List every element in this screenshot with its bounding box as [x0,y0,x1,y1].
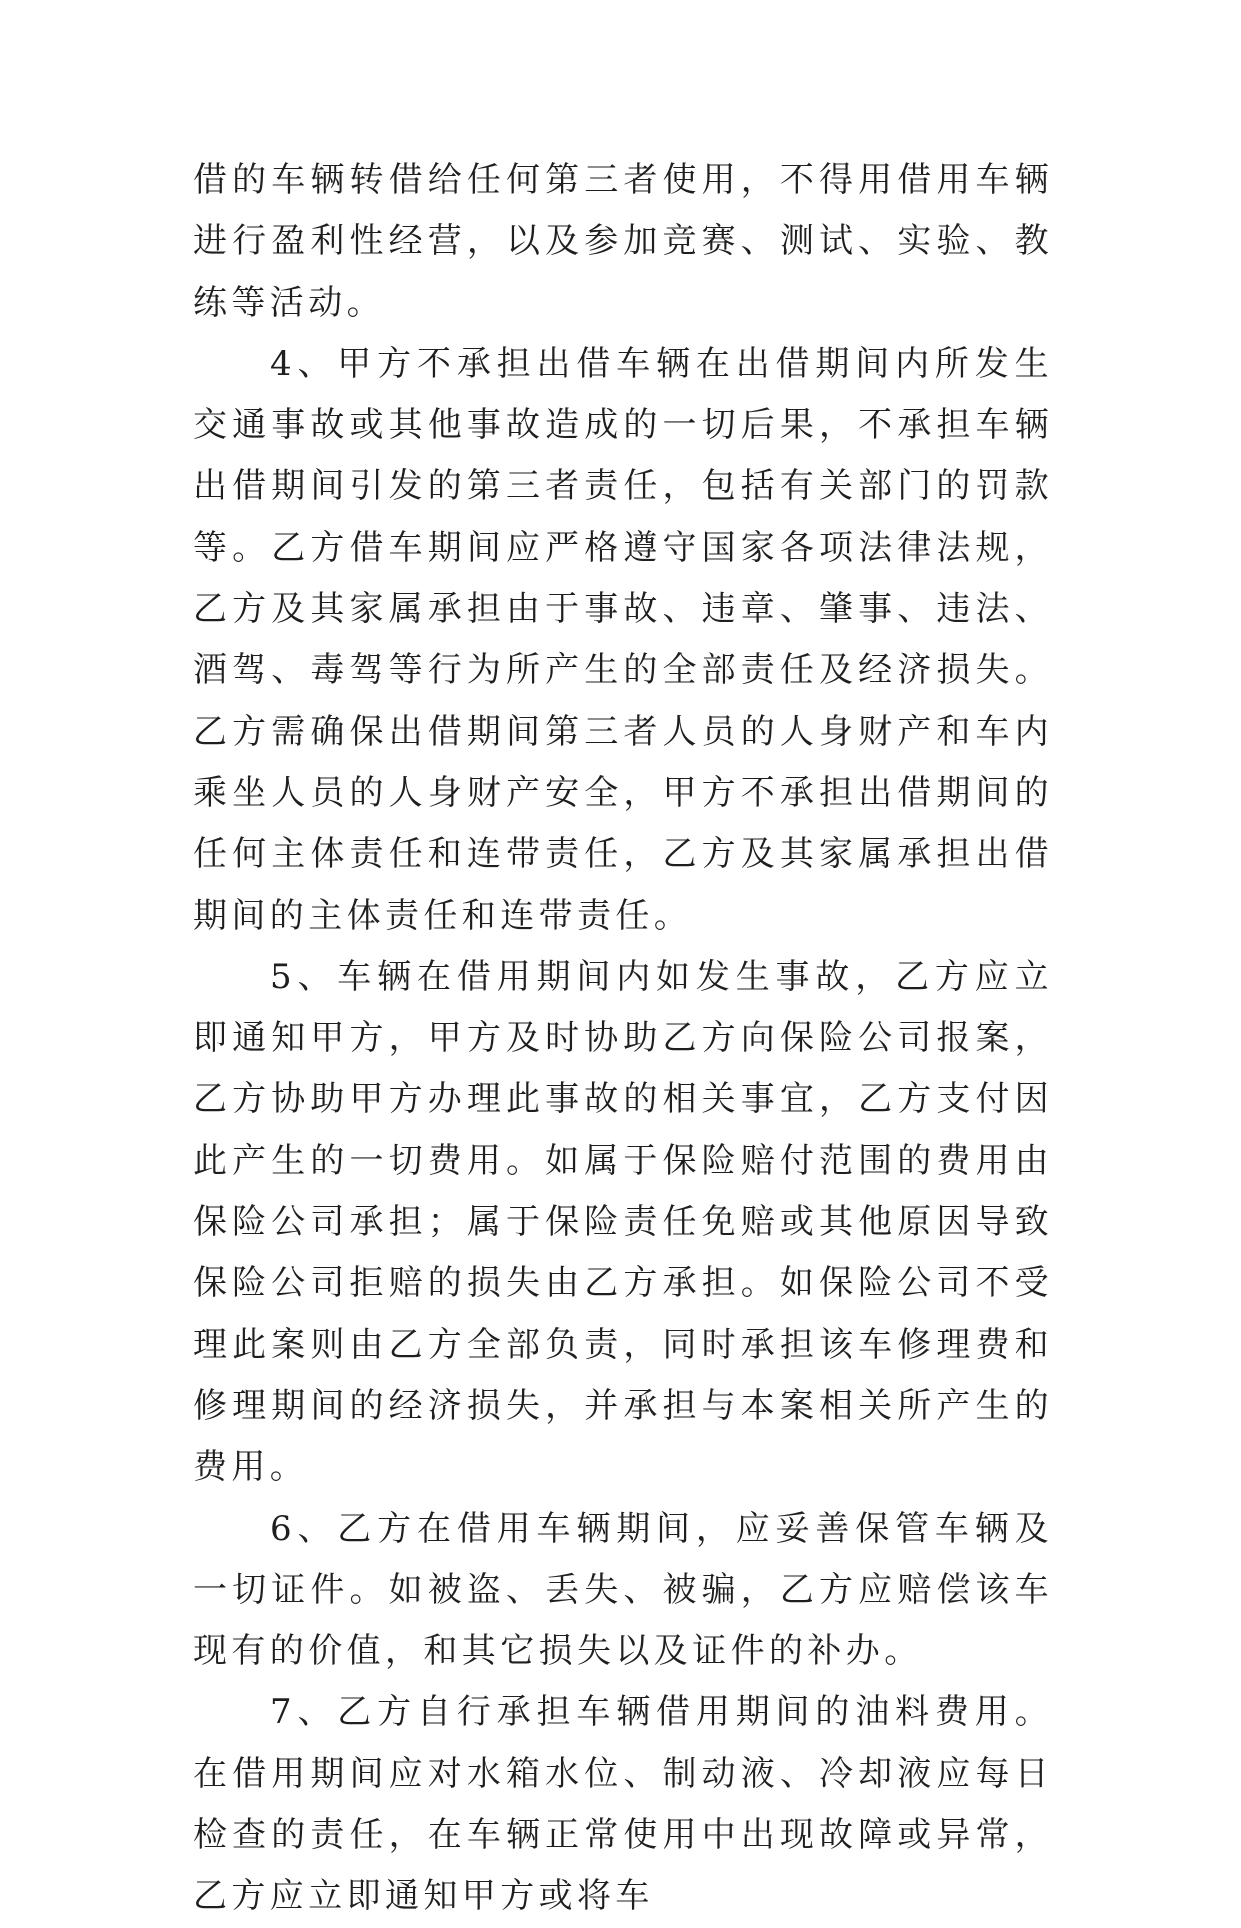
document-body [193,150,1053,1928]
paragraph-clause-7: 7、乙方自行承担车辆借用期间的油料费用。在借用期间应对水箱水位、制动液、冷却液应每日检查的责任，在车辆正常使用中出现故障或异常，乙方应立即通知甲方或将车 [193,1692,1053,1917]
paragraph-continuation: 借的车辆转借给任何第三者使用，不得用借用车辆进行盈利性经营，以及参加竞赛、测试、实验、教练等活动。 [193,160,1053,323]
paragraph-clause-6: 6、乙方在借用车辆期间，应妥善保管车辆及一切证件。如被盗、丢失、被骗，乙方应赔偿该车现有的价值，和其它损失以及证件的补办。 [193,1508,1053,1672]
paragraph-clause-5: 5、车辆在借用期间内如发生事故，乙方应立即通知甲方，甲方及时协助乙方向保险公司报案，乙方协助甲方办理此事故的相关事宜，乙方支付因此产生的一切费用。如属于保险赔付范围的费用由保险公司承担；属于保险责任免赔或其他原因导致保险公司拒赔的损失由乙方承担。如保险公司不受理此案则由乙方全部负责，同时承担该车修理费和修理期间的经济损失，并承担与本案相关所产生的费用。 [193,956,1053,1488]
paragraph-clause-4: 4、甲方不承担出借车辆在出借期间内所发生交通事故或其他事故造成的一切后果，不承担车辆出借期间引发的第三者责任，包括有关部门的罚款等。乙方借车期间应严格遵守国家各项法律法规，乙方及其家属承担由于事故、违章、肇事、违法、酒驾、毒驾等行为所产生的全部责任及经济损失。乙方需确保出借期间第三者人员的人身财产和车内乘坐人员的人身财产安全，甲方不承担出借期间的任何主体责任和连带责任，乙方及其家属承担出借期间的主体责任和连带责任。 [193,343,1053,936]
